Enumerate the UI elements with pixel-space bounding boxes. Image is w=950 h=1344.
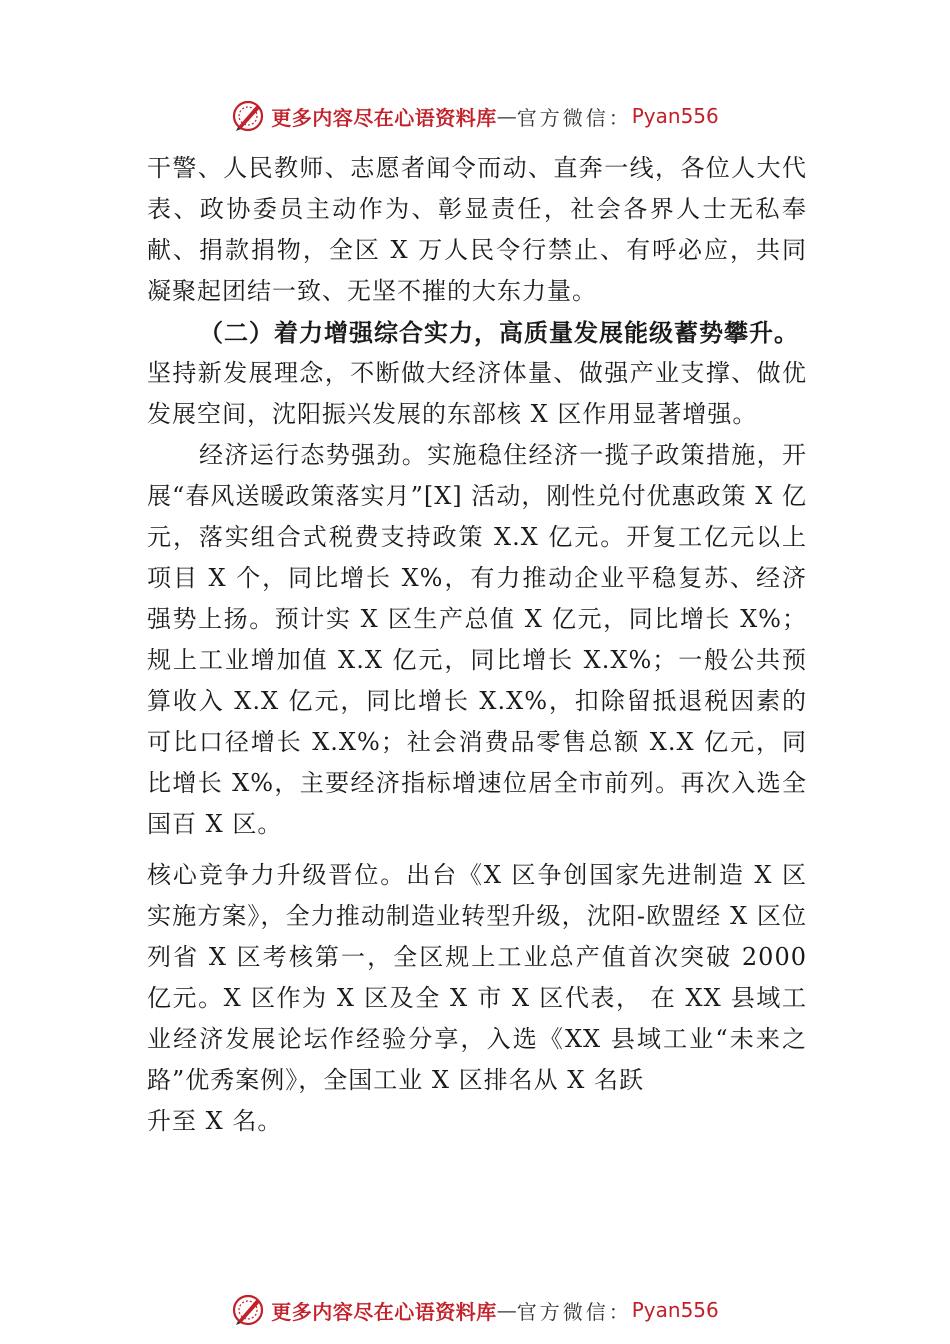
paragraph-economy: 经济运行态势强劲。实施稳住经济一揽子政策措施，开展“春风送暖政策落实月”[X] 活动，刚性兑付优惠政策 X 亿元，落实组合式税费支持政策 X.X 亿元。开复工亿元以上项目 X 个，同比增长 X%，有力推动企业平稳复苏、经济强势上扬。预计实 X 区生产总值 X 亿元，同比增长 X%；规上工业增加值 X.X 亿元，同比增长 X.X%；一般公共预算收入 X.X 亿元，同比增长 X.X%，扣除留抵退税因素的可比口径增长 X.X%；社会消费品零售总额 X.X 亿元，同比增长 X%，主要经济指标增速位居全市前列。再次入选全国百 X 区。 xyxy=(147,441,807,838)
banner-wechat-id: Pyan556 xyxy=(631,104,719,128)
banner-separator: — xyxy=(496,104,517,128)
banner-brand-text: 更多内容尽在心语资料库 xyxy=(271,105,497,130)
paragraph-tail: 升至 X 名。 xyxy=(147,1107,283,1135)
document-body xyxy=(147,148,807,1142)
banner-wechat-id: Pyan556 xyxy=(631,1298,719,1322)
pen-seal-logo-icon xyxy=(231,99,265,133)
paragraph-continuation: 干警、人民教师、志愿者闻令而动、直奔一线，各位人大代表、政协委员主动作为、彰显责任，社会各界人士无私奉献、捐款捐物，全区 X 万人民令行禁止、有呼必应，共同凝聚起团结一致、无坚不摧的大东力量。 xyxy=(147,154,807,305)
banner-wechat-label: 官方微信： xyxy=(516,105,632,130)
paragraph-competitiveness: 核心竞争力升级晋位。出台《X 区争创国家先进制造 X 区实施方案》，全力推动制造业转型升级，沈阳-欧盟经 X 区位列省 X 区考核第一，全区规上工业总产值首次突破 2000 亿元。X 区作为 X 区及全 X 市 X 区代表， 在 XX 县域工业经济发展论坛作经验分享，入选《XX 县域工业“未来之路”优秀案例》，全国工业 X 区排名从 X 名跃 xyxy=(147,861,807,1094)
banner-brand-text: 更多内容尽在心语资料库 xyxy=(271,1299,497,1324)
header-banner xyxy=(0,96,950,136)
banner-wechat-label: 官方微信： xyxy=(516,1299,632,1324)
paragraph-intro: 坚持新发展理念，不断做大经济体量、做强产业支撑、做优发展空间，沈阳振兴发展的东部核 X 区作用显著增强。 xyxy=(147,359,807,428)
section-heading: （二）着力增强综合实力，高质量发展能级蓄势攀升。 xyxy=(199,318,799,347)
banner-separator: — xyxy=(496,1298,517,1322)
pen-seal-logo-icon xyxy=(231,1293,265,1327)
footer-banner xyxy=(0,1290,950,1330)
